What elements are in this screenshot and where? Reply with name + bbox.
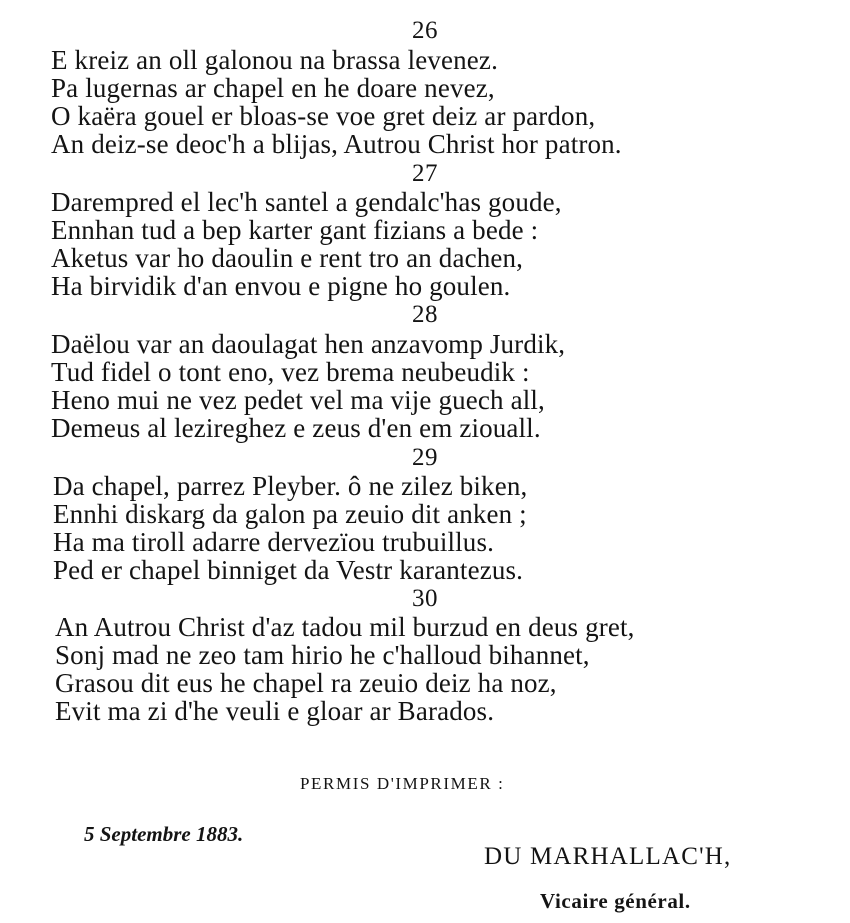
verse-line: Tud fidel o tont eno, vez brema neubeudik : [51,357,530,387]
verse-line: Heno mui ne vez pedet vel ma vije guech all, [51,385,545,415]
verse-line: E kreiz an oll galonou na brassa levenez. [51,45,498,75]
verse-line: Ennhi diskarg da galon pa zeuio dit anken ; [53,499,527,529]
stanza-number: 27 [412,160,438,187]
verse-line: Evit ma zi d'he veuli e gloar ar Barados. [55,696,495,726]
stanza-number: 28 [412,301,438,328]
stanza-number: 30 [412,585,438,612]
verse-line: Ha birvidik d'an envou e pigne ho goulen. [51,271,511,301]
stanza-number: 29 [412,444,438,471]
approval-date: 5 Septembre 1883. [84,822,244,846]
stanza-number: 26 [412,17,438,44]
verse-line: Demeus al lezireghez e zeus d'en em ziouall. [51,413,541,443]
verse-line: O kaëra gouel er bloas-se voe gret deiz ar pardon, [51,101,596,131]
signatory-title: Vicaire général. [540,889,691,913]
signatory-name: DU MARHALLAC'H, [484,843,732,870]
permission-to-print: PERMIS D'IMPRIMER : [300,774,505,793]
verse-line: Ped er chapel binniget da Vestr karantezus. [53,555,524,585]
verse-line: Ha ma tiroll adarre dervezïou trubuillus. [53,527,494,557]
verse-line: Darempred el lec'h santel a gendalc'has goude, [51,187,562,217]
verse-line: An Autrou Christ d'az tadou mil burzud en deus gret, [55,612,635,642]
verse-line: Aketus var ho daoulin e rent tro an dachen, [51,243,524,273]
verse-line: Daëlou var an daoulagat hen anzavomp Jurdik, [51,329,566,359]
verse-line: Sonj mad ne zeo tam hirio he c'halloud bihannet, [55,640,590,670]
verse-line: Da chapel, parrez Pleyber. ô ne zilez biken, [53,471,528,501]
verse-line: Pa lugernas ar chapel en he doare nevez, [51,73,495,103]
verse-line: Grasou dit eus he chapel ra zeuio deiz ha noz, [55,668,557,698]
verse-line: Ennhan tud a bep karter gant fizians a bede : [51,215,539,245]
verse-line: An deiz-se deoc'h a blijas, Autrou Christ hor patron. [51,129,622,159]
